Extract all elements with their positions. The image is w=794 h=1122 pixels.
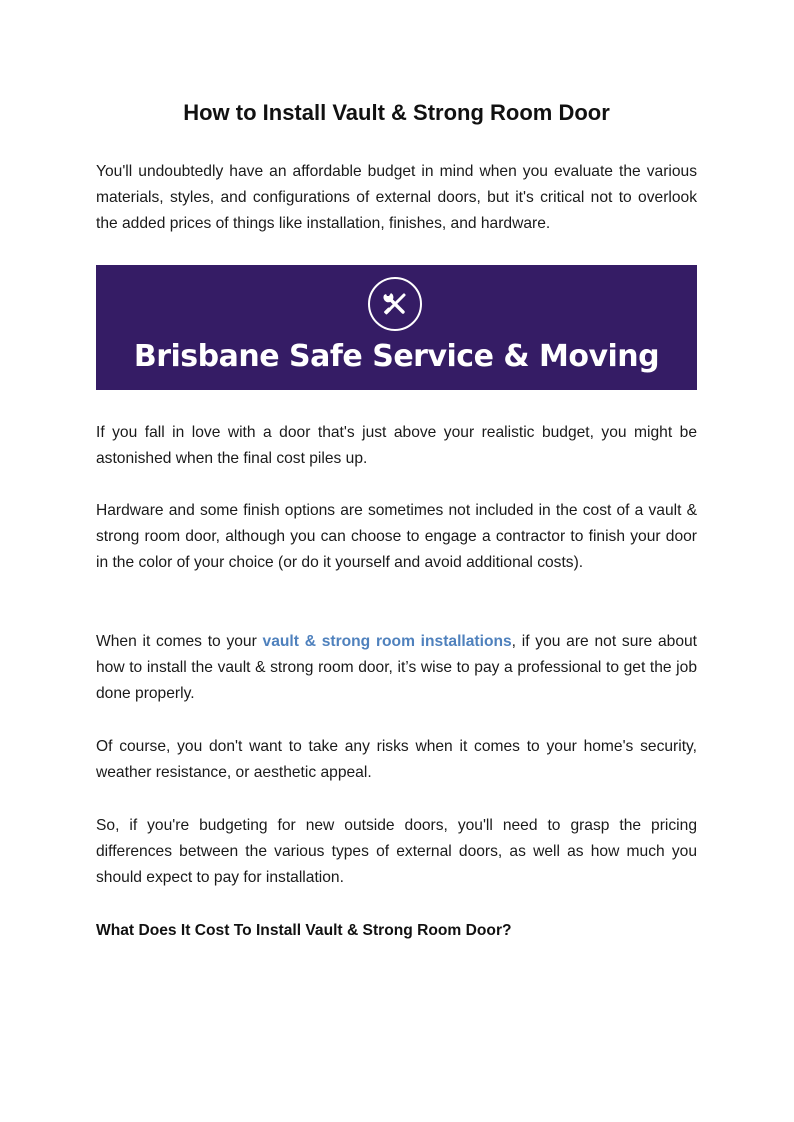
company-name: Brisbane Safe Service & Moving [133, 339, 660, 374]
intro-paragraph: You'll undoubtedly have an affordable budget in mind when you evaluate the various materials, styles, and configurations of external doors, but it's critical not to overlook the added prices of things like installation, finishes, and hardware. [96, 163, 697, 232]
paragraph-risks: Of course, you don't want to take any risks when it comes to your home's security, weather resistance, or aesthetic appeal. [96, 738, 697, 781]
paragraph-installations-tail: , if you are not sure about how to install the vault & strong room door, it’s wise to pay a professional to get the job done properly. [96, 633, 697, 702]
paragraph-budget: If you fall in love with a door that's just above your realistic budget, you might be astonished when the final cost piles up. [96, 424, 697, 467]
page-title: How to Install Vault & Strong Room Door [183, 100, 610, 125]
paragraph-installations-lead: When it comes to your [96, 633, 263, 650]
paragraph-installations [96, 629, 697, 707]
cost-subheading: What Does It Cost To Install Vault & Strong Room Door? [96, 922, 512, 939]
tools-icon [368, 277, 422, 331]
vault-installations-link[interactable]: vault & strong room installations [262, 633, 512, 650]
company-banner [96, 265, 697, 390]
paragraph-pricing: So, if you're budgeting for new outside doors, you'll need to grasp the pricing differences between the various types of external doors, as well as how much you should expect to pay for installation. [96, 817, 697, 886]
paragraph-hardware: Hardware and some finish options are sometimes not included in the cost of a vault & strong room door, although you can choose to engage a contractor to finish your door in the color of your choice (or do it yourself and avoid additional costs). [96, 502, 697, 571]
